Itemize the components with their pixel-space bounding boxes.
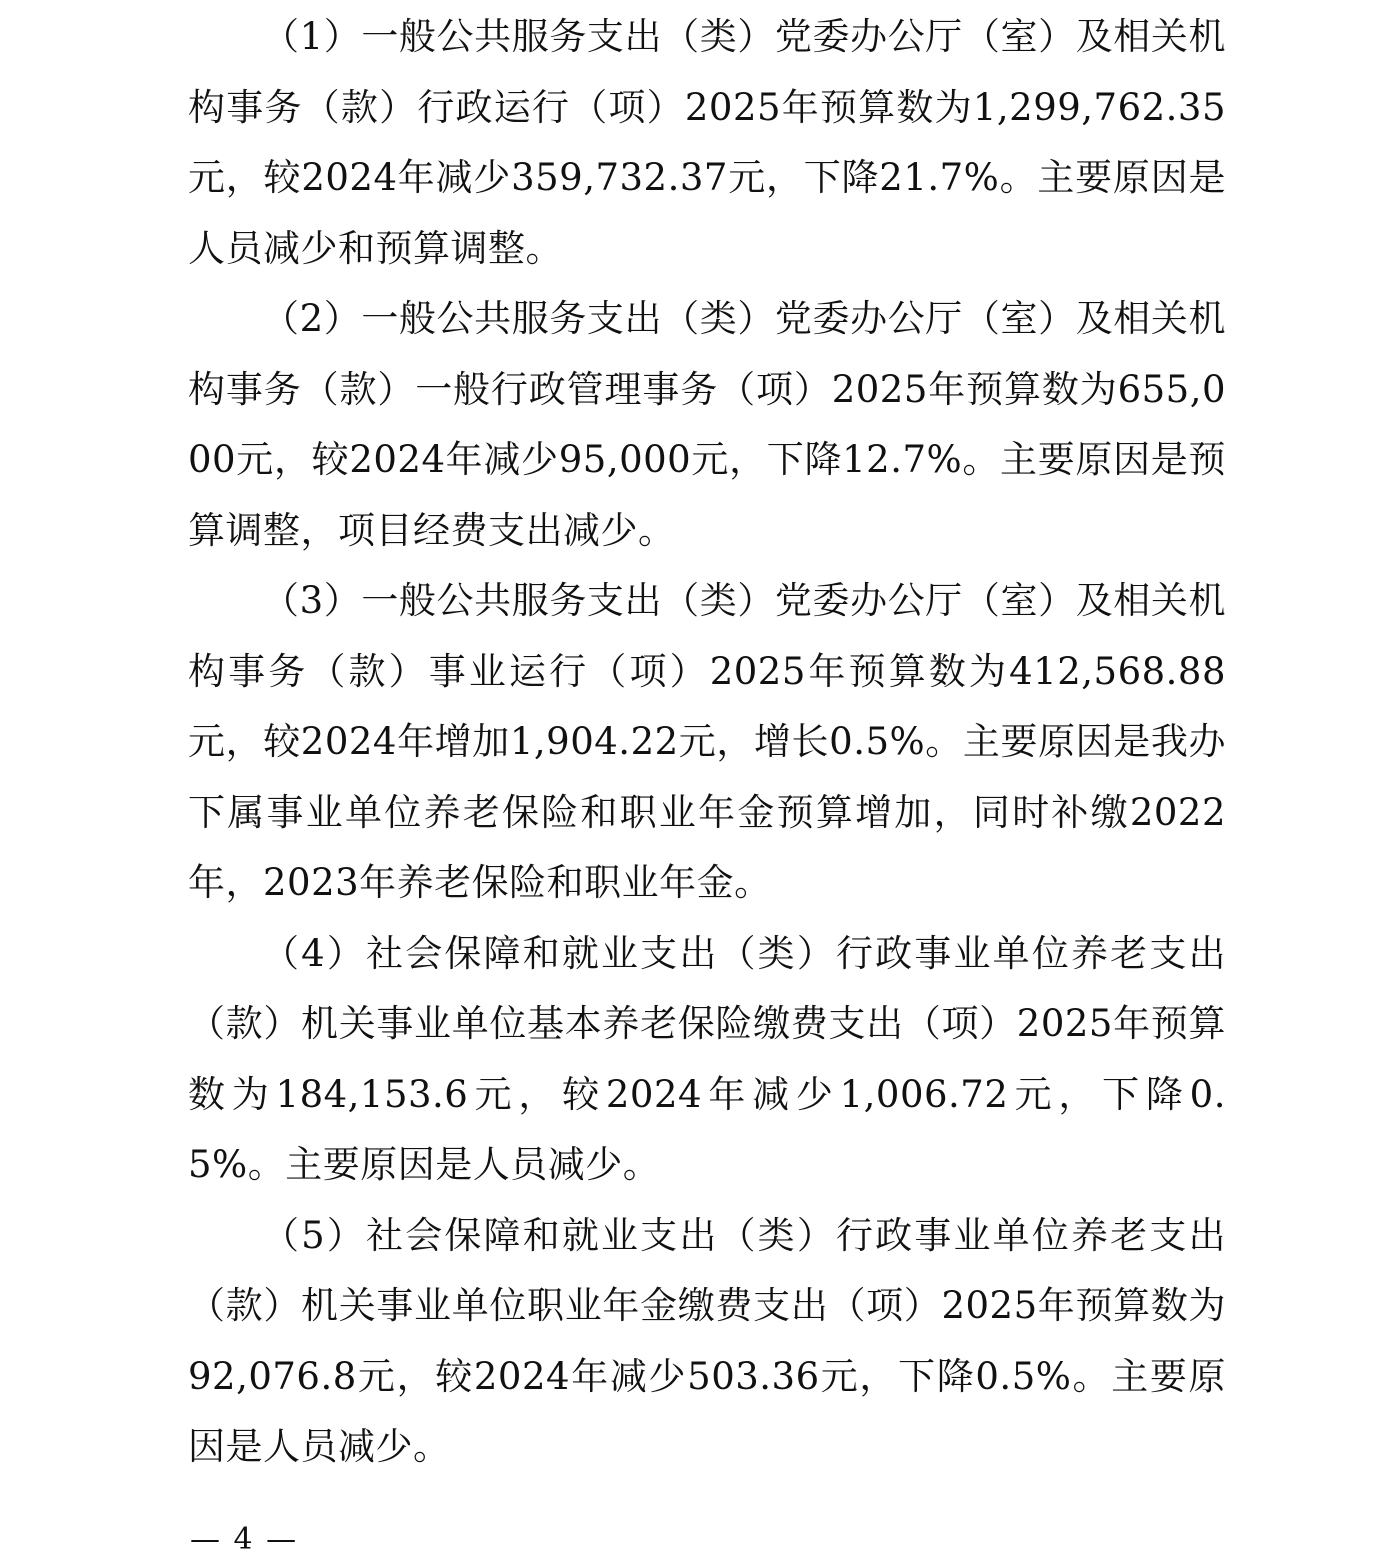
paragraph-1: （1）一般公共服务支出（类）党委办公厅（室）及相关机构事务（款）行政运行（项）2025年预算数为1,299,762.35元，较2024年减少359,732.37元，下降21.7%。主要原因是人员减少和预算调整。 (188, 15, 1226, 270)
paragraph-3: （3）一般公共服务支出（类）党委办公厅（室）及相关机构事务（款）事业运行（项）2025年预算数为412,568.88元，较2024年增加1,904.22元，增长0.5%。主要原因是我办下属事业单位养老保险和职业年金预算增加，同时补缴2022年，2023年养老保险和职业年金。 (188, 579, 1226, 904)
paragraph-5: （5）社会保障和就业支出（类）行政事业单位养老支出（款）机关事业单位职业年金缴费支出（项）2025年预算数为92,076.8元，较2024年减少503.36元，下降0.5%。主要原因是人员减少。 (188, 1213, 1226, 1468)
paragraph-4: （4）社会保障和就业支出（类）行政事业单位养老支出（款）机关事业单位基本养老保险缴费支出（项）2025年预算数为184,153.6元，较2024年减少1,006.72元，下降0.5%。主要原因是人员减少。 (188, 931, 1226, 1186)
document-body (188, 2, 1226, 1483)
page-number: — 4 — (190, 1522, 299, 1557)
paragraph-2: （2）一般公共服务支出（类）党委办公厅（室）及相关机构事务（款）一般行政管理事务（项）2025年预算数为655,000元，较2024年减少95,000元，下降12.7%。主要原因是预算调整，项目经费支出减少。 (188, 297, 1226, 552)
